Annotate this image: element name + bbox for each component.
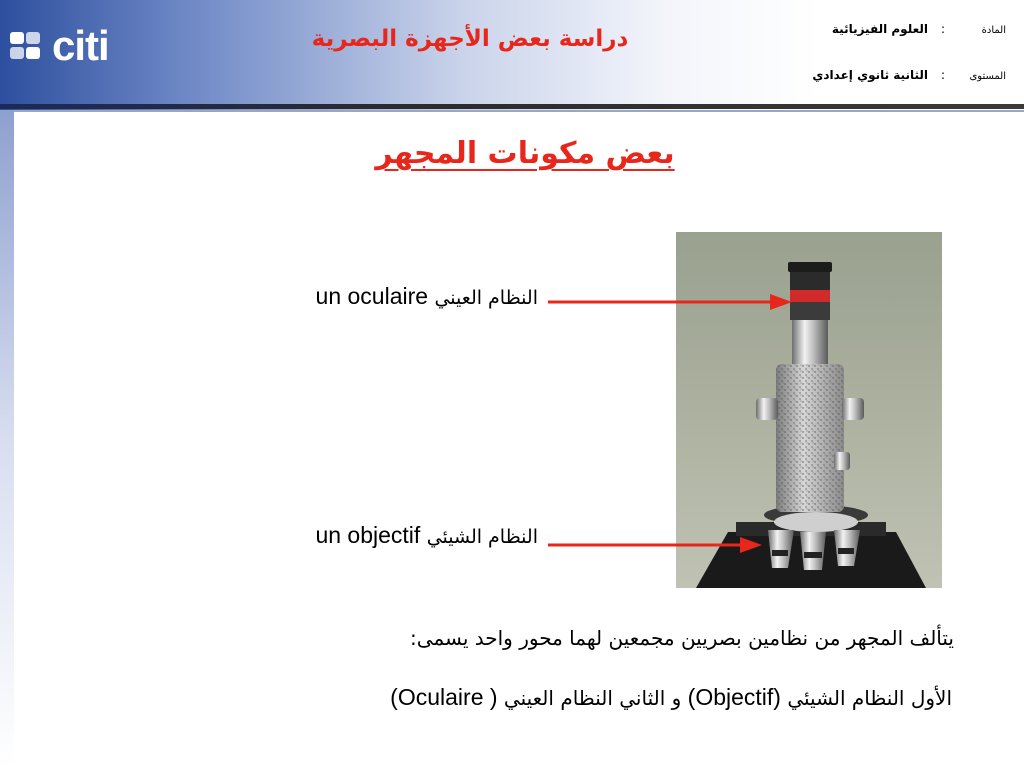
meta-level-value: الثانية ثانوي إعدادي bbox=[812, 68, 928, 82]
meta-subject-colon: : bbox=[940, 22, 946, 36]
description-objectif: (Objectif) bbox=[687, 684, 781, 710]
description-part-1: الأول النظام الشيئي bbox=[787, 686, 952, 710]
description-part-2: و الثاني النظام العيني bbox=[503, 686, 682, 710]
label-objective bbox=[315, 522, 538, 549]
label-ocular-ar: النظام العيني bbox=[434, 287, 538, 309]
label-ocular-fr: un oculaire bbox=[315, 283, 429, 309]
meta-subject-label: المادة bbox=[981, 25, 1006, 36]
microscope-icon bbox=[676, 232, 942, 588]
slide-title bbox=[250, 136, 800, 171]
label-objective-fr: un objectif bbox=[315, 522, 421, 548]
header-divider-light bbox=[0, 110, 1024, 112]
description-line-2 bbox=[132, 684, 952, 711]
meta-subject bbox=[832, 22, 1006, 36]
label-objective-ar: النظام الشيئي bbox=[426, 526, 538, 548]
left-decorative-stripe bbox=[0, 110, 14, 768]
slide-title-text: بعض مكونات المجهر bbox=[375, 136, 675, 171]
header-divider bbox=[0, 104, 1024, 109]
microscope-photo bbox=[676, 232, 942, 588]
description-line-1: يتألف المجهر من نظامين بصريين مجمعين لهما محور واحد يسمى: bbox=[410, 626, 954, 650]
header-title: دراسة بعض الأجهزة البصرية bbox=[311, 26, 629, 52]
meta-level-label: المستوى bbox=[969, 71, 1006, 82]
meta-level-colon: : bbox=[940, 68, 946, 82]
header-band bbox=[0, 0, 1024, 110]
logo-text: citi bbox=[52, 22, 109, 69]
label-ocular bbox=[316, 283, 538, 310]
logo-mark-icon bbox=[8, 26, 48, 66]
description-oculaire: ( Oculaire) bbox=[390, 684, 498, 710]
citi-logo bbox=[8, 22, 109, 70]
meta-subject-value: العلوم الفيزيائية bbox=[831, 22, 928, 36]
meta-level bbox=[812, 68, 1006, 82]
